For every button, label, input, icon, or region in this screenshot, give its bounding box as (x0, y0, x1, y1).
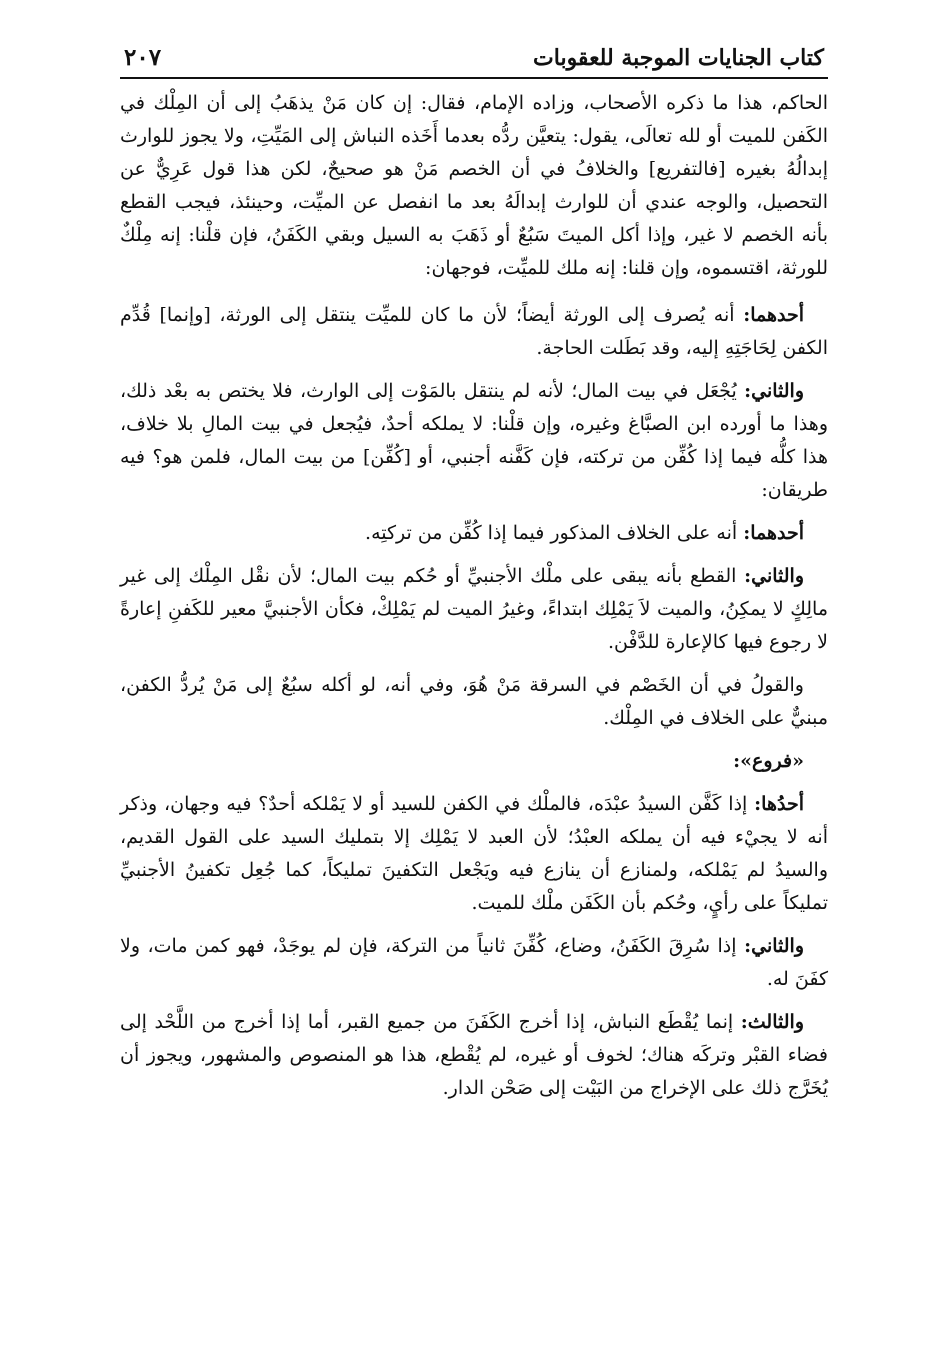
paragraph-lead: والثاني: (744, 935, 804, 957)
paragraph-text: أنه على الخلاف المذكور فيما إذا كُفِّن من تركتِه. (365, 522, 738, 544)
paragraph-text: يُجْعَل في بيت المال؛ لأنه لم ينتقل بالمَوْت إلى الوارث، فلا يختص به بعْد ذلك، وهذا ما أورده ابن الصبَّاغ وغيره، وإن قلْنا: لا يملكه أحدٌ، فيُجعل في بيت المالِ بلا خلاف، هذا كلُّه فيما إذا كُفِّن من تركته، فإن كَفَّنه أجنبي، أو [كُفِّن] من بيت المال، فلمن هو؟ فيه طريقان: (120, 380, 828, 501)
section-heading-branches (120, 745, 828, 778)
paragraph-10 (120, 1006, 828, 1105)
paragraph-lead: أحدهما: (743, 522, 804, 544)
paragraph-4 (120, 517, 828, 550)
page-body (120, 87, 828, 1105)
paragraph-lead: أحدهما: (743, 304, 804, 326)
page-header (120, 44, 828, 79)
paragraph-lead: والثاني: (744, 565, 805, 587)
paragraph-text: الحاكم، هذا ما ذكره الأصحاب، وزاده الإمام، فقال: إن كان مَنْ يذهَبُ إلى أن المِلْك في الكَفن للميت أو لله تعالَى، يقول: يتعيَّن ردُّه بعدما أَخَذه النباش إلى المَيِّتِ، ولا يجوز للوارث إبدالُهُ بغيره [فالتفريع] والخلافُ في أن الخصم مَنْ هو صحيحٌ، لكن هذا قول عَرِيٌّ عن التحصيل، والوجه عندي أن للوارث إبدالَهُ بعد ما انفصل عن الميِّت، وحينئذ، فيجب القطع بأنه الخصم لا غير، وإذا أكل الميتَ سَبُعٌ أو ذَهَبَ به السيل وبقي الكَفَنُ، فإن قلْنا: إنه مِلْكٌ للورثة، اقتسموه، وإن قلنا: إنه ملك للميِّت، فوجهان: (120, 92, 828, 279)
paragraph-6 (120, 669, 828, 735)
paragraph-9 (120, 930, 828, 996)
section-heading: «فروع»: (733, 750, 804, 772)
paragraph-text: إذا سُرِقَ الكَفَنُ، وضاع، كُفِّنَ ثانياً من التركة، فإن لم يوجَدْ، فهو كمن مات، ولا كفَنَ له. (120, 935, 828, 990)
paragraph-3 (120, 375, 828, 507)
paragraph-text: أنه يُصرف إلى الورثة أيضاً؛ لأن ما كان للميِّت ينتقل إلى الورثة، [وإنما] قُدِّم الكفن لِحَاجَتِهِ إليه، وقد بَطَلت الحاجة. (120, 304, 828, 359)
paragraph-1 (120, 87, 828, 285)
paragraph-5 (120, 560, 828, 659)
page-number: ٢٠٧ (124, 44, 162, 71)
paragraph-text: القطع بأنه يبقى على ملْك الأجنبيِّ أو حُكم بيت المال؛ لأن نقْل المِلْك إلى غير مالِكٍ لا يمكِنُ، والميت لاَ يَمْلِك ابتداءً، وغيرُ الميت لم يَمْلِكْ، فكأن الأجنبيَّ معير للكَفنِ إعارةً لا رجوع فيها كالإعارة للدَّفْن. (120, 565, 828, 653)
paragraph-lead: أحدُها: (754, 793, 804, 815)
paragraph-2 (120, 299, 828, 365)
paragraph-8 (120, 788, 828, 920)
paragraph-lead: والثالث: (740, 1011, 804, 1033)
paragraph-text: إنما يُقْطَع النباش، إذا أخرج الكَفَنَ من جميع القبر، أما إذا أخرج من اللَّحْد إلى فضاء القبْر وتركَه هناك؛ لخوف أو غيره، لم يُقْطع، هذا هو المنصوص والمشهور، ويجوز أن يُخَرَّج ذلك على الإخراج من البَيْت إلى صَحْن الدار. (120, 1011, 828, 1099)
paragraph-lead: والثاني: (744, 380, 804, 402)
paragraph-text: والقولُ في أن الخَصْم في السرقة مَنْ هُوَ، وفي أنه، لو أكله سبُعٌ إلى مَنْ يُردُّ الكفن، مبنيٌّ على الخلاف في المِلْك. (120, 674, 828, 729)
running-title: كتاب الجنايات الموجبة للعقوبات (533, 45, 824, 71)
paragraph-text: إذا كَفَّن السيدُ عبْدَه، فالملْك في الكفن للسيد أو لا يَمْلكه أحدٌ؟ فيه وجهان، وذكر أنه لا يجيْء فيه أن يملكه العبْدُ؛ لأن العبد لا يَمْلِك إلا بتمليك السيد على القول القديم، والسيدُ لم يَمْلكه، ولمنازع أن ينازع فيه ويَجْعل التكفينَ تمليكاً، كما جُعِل تكفينُ الأجنبيِّ تمليكاً على رأيٍ، وحُكم بأن الكَفَن ملْك للميت. (120, 793, 828, 914)
